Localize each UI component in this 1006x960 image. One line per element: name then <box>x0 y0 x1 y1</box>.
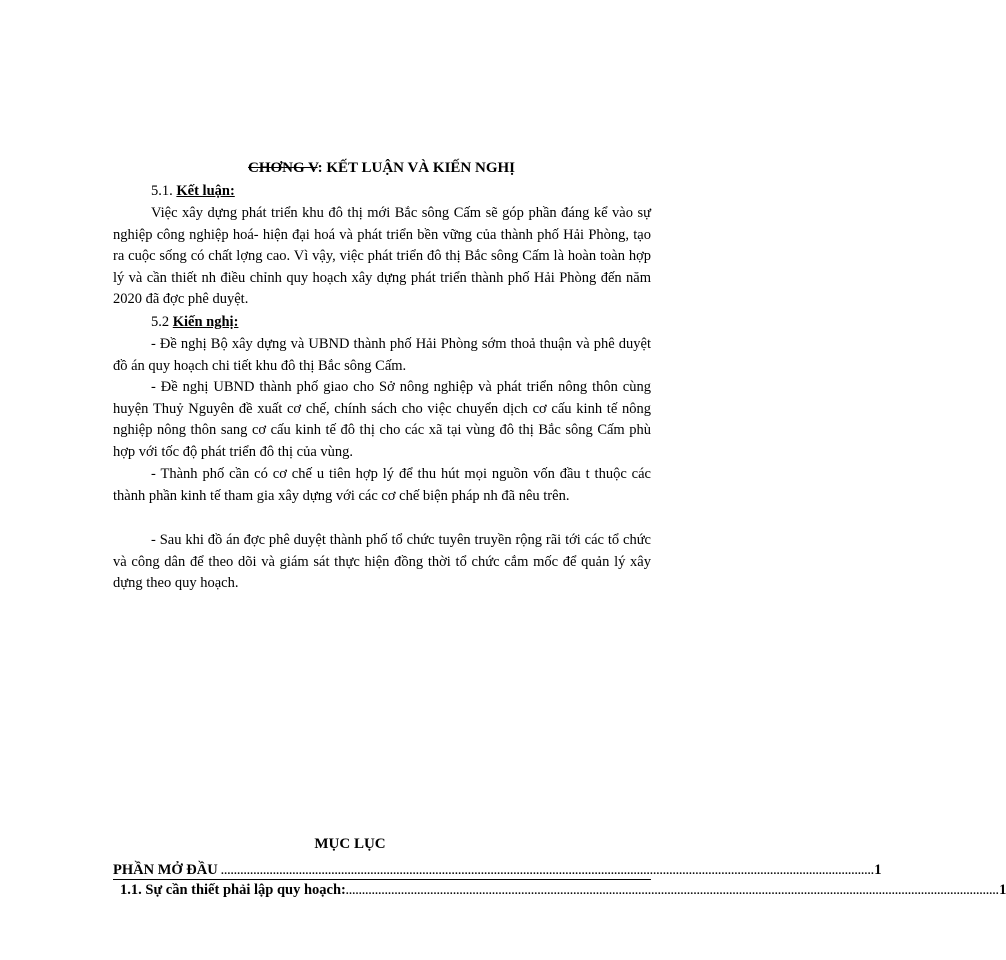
conclusion-heading <box>151 183 235 200</box>
toc-entry-page: 1 <box>874 862 882 878</box>
conclusion-paragraph: Việc xây dựng phát triển khu đô thị mới Bắc sông Cấm sẽ góp phần đáng kể vào sự nghiệp công nghiệp hoá- hiện đại hoá và phát triển bền vững của thành phố Hải Phòng, tạo ra cuộc sống có chất lợng cao. Vì vậy, việc phát triển đô thị Bắc sông Cấm là hoàn toàn hợp lý và cần thiết nh điều chỉnh quy hoạch xây dựng phát triển thành phố Hải Phòng đến năm 2020 đã đợc phê duyệt. <box>113 205 651 308</box>
recommendation-item: - Thành phố cần có cơ chế u tiên hợp lý để thu hút mọi nguồn vốn đầu t thuộc các thành phần kinh tế tham gia xây dựng với các cơ chế biện pháp nh đã nêu trên. <box>113 466 651 504</box>
toc-entry-label: 1.1. Sự cần thiết phải lập quy hoạch: <box>120 882 346 898</box>
recommendation-heading <box>151 314 238 331</box>
chapter-title <box>248 160 578 177</box>
toc-entry-label: PHẦN MỞ ĐẦU <box>113 862 218 878</box>
recommendation-item: - Sau khi đồ án đợc phê duyệt thành phố tổ chức tuyên truyền rộng rãi tới các tổ chức và công dân để theo dõi và giám sát thực hiện đồng thời tổ chức cắm mốc để quản lý xây dựng theo quy hoạch. <box>113 532 651 592</box>
toc-leader-dots: ......................................................................................................................................................................................................... <box>345 885 1000 897</box>
chapter-number: CHƠNG V <box>248 160 318 176</box>
toc-leader-dots: ......................................................................................................................................................................................................... <box>217 865 875 877</box>
toc-entry[interactable] <box>120 882 1006 899</box>
recommendation-number: 5.2 <box>151 314 170 330</box>
recommendation-item: - Đề nghị Bộ xây dựng và UBND thành phố Hải Phòng sớm thoả thuận và phê duyệt đồ án quy hoạch chi tiết khu đô thị Bắc sông Cấm. <box>113 336 651 374</box>
recommendation-item: - Đề nghị UBND thành phố giao cho Sở nông nghiệp và phát triển nông thôn cùng huyện Thuỷ Nguyên đề xuất cơ chế, chính sách cho việc chuyển dịch cơ cấu kinh tế nông nghiệp nông thôn sang cơ cấu kinh tế đô thị cho các xã tại vùng đô thị Bắc sông Cấm phù hợp với tốc độ phát triển đô thị của vùng. <box>113 379 651 460</box>
recommendation-label: Kiến nghị: <box>172 314 239 330</box>
toc-entry[interactable] <box>113 862 882 880</box>
chapter-heading: : KẾT LUẬN VÀ KIẾN NGHỊ <box>317 160 516 176</box>
toc-entry-page: 1 <box>999 882 1006 898</box>
conclusion-label: Kết luận: <box>176 183 235 199</box>
conclusion-number: 5.1. <box>151 183 173 199</box>
toc-title: MỤC LỤC <box>314 836 386 852</box>
